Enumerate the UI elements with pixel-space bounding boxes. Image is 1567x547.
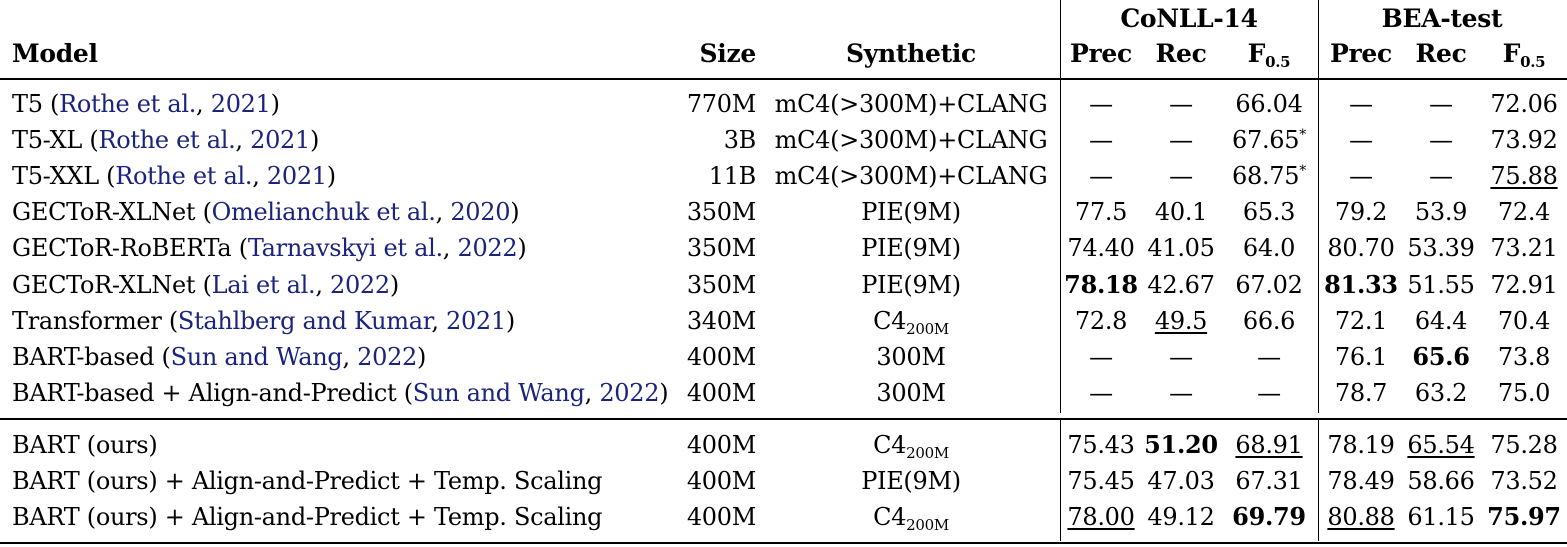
metric-value: 67.65 <box>1232 126 1300 154</box>
metric-value: 51.20 <box>1144 430 1218 459</box>
metric-value: 75.0 <box>1497 379 1551 407</box>
cite-paren-close: ) <box>270 90 280 118</box>
synthetic-text: mC4(>300M)+CLANG <box>774 126 1048 154</box>
header-conll-rec: Rec <box>1155 39 1207 68</box>
header-size: Size <box>699 39 756 68</box>
asterisk-mark: * <box>1299 127 1306 143</box>
header-synthetic: Synthetic <box>846 39 976 68</box>
synthetic-text: PIE(9M) <box>861 271 961 299</box>
metric-value: 49.12 <box>1147 503 1215 531</box>
conll-f05-cell <box>1224 376 1314 410</box>
bea-f05-cell <box>1484 87 1564 121</box>
synthetic-cell <box>768 304 1054 338</box>
conll-prec-cell <box>1064 340 1138 374</box>
synthetic-subscript: 200M <box>906 516 949 534</box>
conll-prec-cell <box>1064 231 1138 265</box>
bea-prec-cell <box>1324 195 1398 229</box>
conll-rec-cell <box>1142 340 1220 374</box>
size-cell: 400M <box>686 379 756 407</box>
bea-prec-cell <box>1324 159 1398 193</box>
citation-year: 2022 <box>329 271 390 299</box>
cite-paren-close: ) <box>326 162 336 190</box>
conll-rec-cell <box>1142 195 1220 229</box>
bea-prec-cell <box>1324 500 1398 534</box>
metric-value: — <box>1169 379 1193 407</box>
citation-authors: Sun and Wang <box>412 379 585 407</box>
citation-comma: , <box>315 271 330 299</box>
bea-rec-cell <box>1402 464 1480 498</box>
metric-value: — <box>1349 90 1373 118</box>
citation-authors: Omelianchuk et al. <box>211 198 436 226</box>
cite-paren-close: ) <box>659 379 669 407</box>
citation-authors: Tarnavskyi et al. <box>247 234 443 262</box>
bea-rec-cell <box>1402 304 1480 338</box>
conll-rec-cell <box>1142 428 1220 462</box>
bea-rec-cell <box>1402 159 1480 193</box>
synthetic-text: mC4(>300M)+CLANG <box>774 90 1048 118</box>
cite-paren-open: ( <box>168 307 178 335</box>
size-cell: 350M <box>686 271 756 299</box>
synthetic-cell <box>768 268 1054 302</box>
asterisk-mark: * <box>1299 163 1306 179</box>
conll-prec-cell <box>1064 304 1138 338</box>
model-cell <box>12 231 672 265</box>
conll-prec-cell <box>1064 159 1138 193</box>
header-group-conll: CoNLL-14 <box>1120 4 1258 33</box>
model-cell <box>12 123 672 157</box>
citation-authors: Rothe et al. <box>115 162 253 190</box>
column-divider <box>1060 420 1061 541</box>
synthetic-text: PIE(9M) <box>861 234 961 262</box>
model-name: T5-XXL <box>12 162 107 190</box>
metric-value: 72.8 <box>1074 307 1128 335</box>
citation-authors: Lai et al. <box>211 271 316 299</box>
bea-prec-cell <box>1324 268 1398 302</box>
cite-paren-close: ) <box>517 234 527 262</box>
conll-prec-cell <box>1064 464 1138 498</box>
model-cell <box>12 428 672 462</box>
synthetic-text: C4 <box>873 307 907 335</box>
metric-value: 73.92 <box>1490 126 1558 154</box>
synthetic-text: 300M <box>876 379 946 407</box>
f-label: F <box>1247 39 1266 68</box>
cite-paren-open: ( <box>202 198 212 226</box>
metric-value: 65.6 <box>1412 342 1470 371</box>
bea-prec-cell <box>1324 340 1398 374</box>
metric-value: 73.21 <box>1490 234 1558 262</box>
metric-value: 75.88 <box>1490 162 1558 190</box>
model-cell <box>12 340 672 374</box>
conll-prec-cell <box>1064 268 1138 302</box>
citation-comma: , <box>435 198 451 226</box>
metric-value: 78.7 <box>1334 379 1388 407</box>
model-cell <box>12 464 672 498</box>
metric-value: — <box>1169 162 1193 190</box>
metric-value: — <box>1089 162 1113 190</box>
size-cell: 340M <box>686 307 756 335</box>
metric-value: 63.2 <box>1414 379 1468 407</box>
bea-f05-cell <box>1484 195 1564 229</box>
cite-paren-open: ( <box>238 234 248 262</box>
metric-value: 68.75 <box>1232 162 1300 190</box>
header-model: Model <box>12 39 98 68</box>
cite-paren-close: ) <box>309 126 320 154</box>
metric-value: 80.70 <box>1327 234 1395 262</box>
synthetic-text: C4 <box>873 431 907 459</box>
model-name: BART-based + Align-and-Predict <box>12 379 404 407</box>
metric-value: 76.1 <box>1334 343 1388 371</box>
conll-f05-cell <box>1224 195 1314 229</box>
model-cell <box>12 87 672 121</box>
metric-value: 69.79 <box>1232 502 1306 531</box>
size-cell: 350M <box>686 198 756 226</box>
citation-comma: , <box>442 234 458 262</box>
model-cell <box>12 376 672 410</box>
bea-prec-cell <box>1324 376 1398 410</box>
model-cell <box>12 195 672 229</box>
f-subscript: 0.5 <box>1265 53 1291 71</box>
bea-prec-cell <box>1324 464 1398 498</box>
conll-f05-cell <box>1224 87 1314 121</box>
citation-authors: Rothe et al. <box>98 126 236 154</box>
bea-prec-cell <box>1324 123 1398 157</box>
metric-value: 75.45 <box>1067 467 1135 495</box>
metric-value: — <box>1349 162 1373 190</box>
conll-rec-cell <box>1142 159 1220 193</box>
f-subscript: 0.5 <box>1520 53 1546 71</box>
cite-paren-close: ) <box>510 198 520 226</box>
synthetic-text: PIE(9M) <box>861 467 961 495</box>
synthetic-cell <box>768 376 1054 410</box>
metric-value: 67.31 <box>1235 467 1303 495</box>
bea-f05-cell <box>1484 376 1564 410</box>
bea-rec-cell <box>1402 195 1480 229</box>
metric-value: — <box>1089 90 1113 118</box>
conll-rec-cell <box>1142 231 1220 265</box>
column-divider <box>1060 0 1061 78</box>
citation-comma: , <box>252 162 267 190</box>
citation-year: 2020 <box>450 198 511 226</box>
citation-comma: , <box>342 343 358 371</box>
metric-value: 72.4 <box>1497 198 1551 226</box>
metric-value: 78.19 <box>1327 431 1395 459</box>
synthetic-cell <box>768 159 1054 193</box>
header-bea-prec: Prec <box>1330 39 1392 68</box>
metric-value: — <box>1429 90 1453 118</box>
model-name: Transformer <box>12 307 169 335</box>
citation-authors: Stahlberg and Kumar <box>177 307 432 335</box>
metric-value: — <box>1429 162 1453 190</box>
size-cell: 3B <box>723 126 756 154</box>
bea-prec-cell <box>1324 231 1398 265</box>
synthetic-subscript: 200M <box>906 320 949 338</box>
model-name: GECToR-XLNet <box>12 198 203 226</box>
size-cell: 770M <box>686 90 756 118</box>
metric-value: 78.18 <box>1064 270 1138 299</box>
synthetic-cell <box>768 428 1054 462</box>
conll-rec-cell <box>1142 376 1220 410</box>
bea-rec-cell <box>1402 87 1480 121</box>
bea-prec-cell <box>1324 428 1398 462</box>
conll-rec-cell <box>1142 464 1220 498</box>
model-cell <box>12 268 672 302</box>
f-label: F <box>1502 39 1521 68</box>
cite-paren-open: ( <box>50 90 60 118</box>
bea-rec-cell <box>1402 123 1480 157</box>
metric-value: 53.9 <box>1414 198 1468 226</box>
metric-value: — <box>1169 343 1193 371</box>
metric-value: 81.33 <box>1324 270 1398 299</box>
metric-value: 80.88 <box>1327 503 1395 531</box>
size-cell: 350M <box>686 234 756 262</box>
conll-f05-cell <box>1224 464 1314 498</box>
model-name: BART (ours) <box>12 431 158 459</box>
metric-value: 64.4 <box>1414 307 1468 335</box>
conll-f05-cell <box>1224 268 1314 302</box>
bea-rec-cell <box>1402 428 1480 462</box>
metric-value: 53.39 <box>1407 234 1475 262</box>
metric-value: 75.28 <box>1490 431 1558 459</box>
synthetic-cell <box>768 340 1054 374</box>
bea-f05-cell <box>1484 268 1564 302</box>
citation-comma: , <box>431 307 446 335</box>
bottom-rule <box>0 542 1567 544</box>
synthetic-text: mC4(>300M)+CLANG <box>774 162 1048 190</box>
model-name: T5-XL <box>12 126 90 154</box>
metric-value: — <box>1089 379 1113 407</box>
conll-f05-cell <box>1224 231 1314 265</box>
conll-f05-cell <box>1224 428 1314 462</box>
citation-year: 2022 <box>357 343 418 371</box>
metric-value: 65.54 <box>1407 431 1475 459</box>
bea-prec-cell <box>1324 304 1398 338</box>
conll-rec-cell <box>1142 304 1220 338</box>
citation-year: 2022 <box>599 379 660 407</box>
metric-value: 58.66 <box>1407 467 1475 495</box>
cite-paren-open: ( <box>403 379 413 407</box>
bea-rec-cell <box>1402 500 1480 534</box>
size-cell: 400M <box>686 467 756 495</box>
header-conll-prec: Prec <box>1070 39 1132 68</box>
metric-value: 70.4 <box>1497 307 1551 335</box>
header-group-bea: BEA-test <box>1381 4 1503 33</box>
conll-f05-cell <box>1224 340 1314 374</box>
synthetic-cell <box>768 195 1054 229</box>
metric-value: — <box>1089 343 1113 371</box>
metric-value: 78.49 <box>1327 467 1395 495</box>
model-cell <box>12 159 672 193</box>
metric-value: 66.6 <box>1242 307 1296 335</box>
conll-rec-cell <box>1142 123 1220 157</box>
cite-paren-open: ( <box>161 343 171 371</box>
column-divider <box>1318 0 1319 78</box>
metric-value: — <box>1257 379 1281 407</box>
citation-comma: , <box>235 126 251 154</box>
metric-value: 61.15 <box>1407 503 1475 531</box>
citation-authors: Sun and Wang <box>170 343 343 371</box>
metric-value: 65.3 <box>1242 198 1296 226</box>
cite-paren-close: ) <box>389 271 399 299</box>
conll-prec-cell <box>1064 428 1138 462</box>
conll-prec-cell <box>1064 195 1138 229</box>
bea-f05-cell <box>1484 231 1564 265</box>
metric-value: 66.04 <box>1235 90 1303 118</box>
metric-value: 78.00 <box>1067 503 1135 531</box>
conll-prec-cell <box>1064 500 1138 534</box>
bea-prec-cell <box>1324 87 1398 121</box>
size-cell: 400M <box>686 431 756 459</box>
cite-paren-open: ( <box>89 126 99 154</box>
model-name: GECToR-XLNet <box>12 271 203 299</box>
metric-value: 72.06 <box>1490 90 1558 118</box>
conll-f05-cell <box>1224 304 1314 338</box>
synthetic-cell <box>768 87 1054 121</box>
column-divider <box>1060 80 1061 413</box>
model-name: GECToR-RoBERTa <box>12 234 239 262</box>
synthetic-subscript: 200M <box>906 444 949 462</box>
model-cell <box>12 304 672 338</box>
bea-f05-cell <box>1484 428 1564 462</box>
cite-paren-open: ( <box>202 271 212 299</box>
metric-value: 41.05 <box>1147 234 1215 262</box>
conll-prec-cell <box>1064 123 1138 157</box>
cite-paren-close: ) <box>417 343 427 371</box>
metric-value: 72.1 <box>1334 307 1388 335</box>
metric-value: 40.1 <box>1154 198 1208 226</box>
citation-comma: , <box>584 379 600 407</box>
bea-rec-cell <box>1402 376 1480 410</box>
metric-value: 68.91 <box>1235 431 1303 459</box>
bea-f05-cell <box>1484 464 1564 498</box>
metric-value: 74.40 <box>1067 234 1135 262</box>
conll-rec-cell <box>1142 500 1220 534</box>
citation-year: 2022 <box>457 234 518 262</box>
column-divider <box>1318 420 1319 541</box>
citation-authors: Rothe et al. <box>59 90 197 118</box>
metric-value: 64.0 <box>1242 234 1296 262</box>
bea-f05-cell <box>1484 159 1564 193</box>
model-name: T5 <box>12 90 51 118</box>
column-divider <box>1318 80 1319 413</box>
citation-year: 2021 <box>445 307 506 335</box>
header-conll-f05 <box>1224 37 1314 71</box>
metric-value: 49.5 <box>1154 307 1208 335</box>
conll-prec-cell <box>1064 376 1138 410</box>
model-name: BART (ours) + Align-and-Predict + Temp. Scaling <box>12 503 603 531</box>
synthetic-text: 300M <box>876 343 946 371</box>
synthetic-text: PIE(9M) <box>861 198 961 226</box>
synthetic-text: C4 <box>873 503 907 531</box>
synthetic-cell <box>768 231 1054 265</box>
metric-value: 75.43 <box>1067 431 1135 459</box>
size-cell: 400M <box>686 343 756 371</box>
metric-value: 73.52 <box>1490 467 1558 495</box>
bea-f05-cell <box>1484 500 1564 534</box>
conll-f05-cell <box>1224 123 1314 157</box>
conll-f05-cell <box>1224 159 1314 193</box>
metric-value: — <box>1169 90 1193 118</box>
metric-value: — <box>1257 343 1281 371</box>
bea-f05-cell <box>1484 123 1564 157</box>
conll-prec-cell <box>1064 87 1138 121</box>
metric-value: 47.03 <box>1147 467 1215 495</box>
section-rule <box>0 418 1567 420</box>
synthetic-cell <box>768 464 1054 498</box>
bea-f05-cell <box>1484 304 1564 338</box>
citation-year: 2021 <box>266 162 327 190</box>
conll-rec-cell <box>1142 87 1220 121</box>
metric-value: 72.91 <box>1490 271 1558 299</box>
conll-rec-cell <box>1142 268 1220 302</box>
size-cell: 400M <box>686 503 756 531</box>
citation-year: 2021 <box>210 90 271 118</box>
cite-paren-close: ) <box>505 307 515 335</box>
metric-value: 67.02 <box>1235 271 1303 299</box>
metric-value: 77.5 <box>1074 198 1128 226</box>
size-cell: 11B <box>708 162 756 190</box>
conll-f05-cell <box>1224 500 1314 534</box>
model-cell <box>12 500 672 534</box>
bea-f05-cell <box>1484 340 1564 374</box>
header-bea-rec: Rec <box>1415 39 1467 68</box>
metric-value: 75.97 <box>1487 502 1561 531</box>
metric-value: — <box>1089 126 1113 154</box>
citation-comma: , <box>196 90 211 118</box>
bea-rec-cell <box>1402 340 1480 374</box>
metric-value: — <box>1429 126 1453 154</box>
bea-rec-cell <box>1402 231 1480 265</box>
cite-paren-open: ( <box>106 162 116 190</box>
metric-value: 79.2 <box>1334 198 1388 226</box>
synthetic-cell <box>768 500 1054 534</box>
metric-value: — <box>1349 126 1373 154</box>
metric-value: 42.67 <box>1147 271 1215 299</box>
bea-rec-cell <box>1402 268 1480 302</box>
model-name: BART-based <box>12 343 162 371</box>
citation-year: 2021 <box>250 126 310 154</box>
metric-value: 51.55 <box>1407 271 1475 299</box>
model-name: BART (ours) + Align-and-Predict + Temp. Scaling <box>12 467 603 495</box>
metric-value: — <box>1169 126 1193 154</box>
header-rule <box>0 78 1567 80</box>
header-bea-f05 <box>1484 37 1564 71</box>
synthetic-cell <box>768 123 1054 157</box>
metric-value: 73.8 <box>1497 343 1551 371</box>
